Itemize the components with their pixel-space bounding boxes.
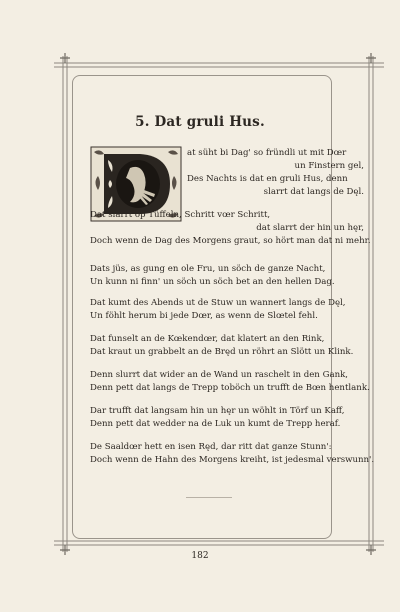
section-divider (186, 497, 232, 498)
poem-line: Dat slarrt op Tüffeln, Schritt vœr Schritt, (90, 210, 271, 220)
poem-line: Denn pett dat langs de Trepp toböch un trufft de Bœn hentlank. (90, 383, 370, 393)
poem-line: Dats jüs, as gung en ole Fru, un söch de ganze Nacht, (90, 264, 326, 274)
poem-line: at süht bi Dag' so fründli ut mit Dœr (187, 148, 347, 158)
page-number: 182 (191, 551, 209, 561)
poem-line: Denn slurrt dat wider an de Wand un raschelt in den Gank, (90, 370, 349, 380)
poem-line: Dat kumt des Abends ut de Stuw un wannert langs de Dęl, (90, 298, 346, 308)
poem-line: Doch wenn de Dag des Morgens graut, so hört man dat ni mehr. (90, 236, 371, 246)
poem-line: Dat kraut un grabbelt an de Bręd un röhrt an Slött un Klink. (90, 347, 354, 357)
poem-title: 5. Dat gruli Hus. (135, 114, 265, 130)
poem-line: Dat funselt an de Kœkendœr, dat klatert an den Rink, (90, 334, 325, 344)
poem-line: Denn pett dat wedder na de Luk un kumt de Trepp heraf. (90, 419, 341, 429)
poem-line: slarrt dat langs de Dęl. (263, 187, 364, 197)
poem-line: Doch wenn de Hahn des Morgens kreiht, ist jedesmal verswunn'. (90, 455, 375, 465)
poem-line: De Saaldœr hett en isen Ręd, dar ritt dat ganze Stunn': (90, 442, 332, 452)
poem-line: un Finstern gel, (294, 161, 364, 171)
poem-line: dat slarrt der hin un hęr, (256, 223, 364, 233)
poem-line: Un kunn ni finn' un söch un söch bet an den hellen Dag. (90, 277, 335, 287)
poem-line: Un föhlt herum bi jede Dœr, as wenn de Slœtel fehl. (90, 311, 318, 321)
poem-line: Des Nachts is dat en gruli Hus, denn (187, 174, 348, 184)
poem-line: Dar trufft dat langsam hin un hęr un wöhlt in Törf un Kaff, (90, 406, 345, 416)
